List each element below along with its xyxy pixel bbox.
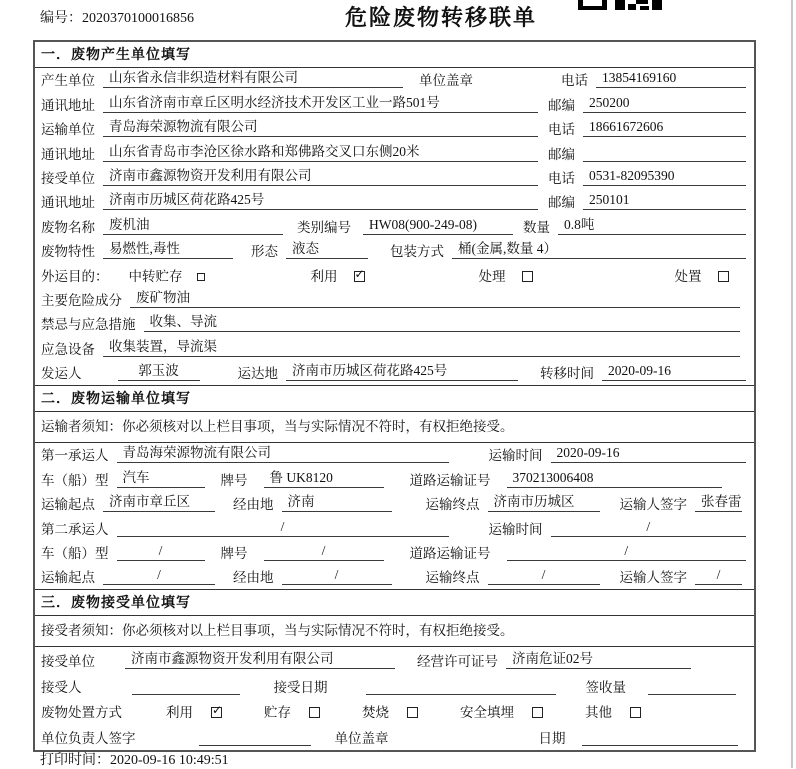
generator-unit-label: 产生单位 (41, 73, 95, 89)
serial-value: 2020370100016856 (82, 11, 194, 26)
form-row (35, 565, 754, 589)
road-permit-value: 370213006408 (507, 470, 723, 488)
second-via-value: / (282, 567, 392, 585)
generator-phone-value: 13854169160 (596, 70, 746, 88)
receiver-phone-value: 0531-82095390 (583, 168, 746, 186)
emergency-measures-label: 禁忌与应急措施 (41, 317, 136, 333)
transporter-notice: 运输者须知：你必须核对以上栏目事项，当与实际情况不符时，有权拒绝接受。 (35, 412, 754, 443)
purpose-dispose-label: 处置 (674, 268, 702, 284)
hazard-components-label: 主要危险成分 (41, 292, 122, 308)
form-row (35, 336, 754, 360)
vehicle-type-label: 车（船）型 (41, 472, 109, 488)
receive-date-label: 接受日期 (273, 679, 328, 695)
second-carrier-value: / (117, 519, 449, 537)
receiving-unit-label: 接受单位 (41, 170, 95, 186)
postcode-label: 邮编 (548, 146, 575, 162)
second-carrier-signature-value: / (695, 567, 742, 585)
license-number-value: 济南危证02号 (506, 651, 691, 669)
via-label: 经由地 (233, 570, 274, 586)
generator-address-value: 山东省济南市章丘区明水经济技术开发区工业一路501号 (103, 95, 538, 113)
form-row (35, 92, 754, 116)
received-quantity-value (648, 679, 736, 695)
quantity-value: 0.8吨 (558, 217, 746, 235)
carrier-signature-label: 运输人签字 (619, 497, 687, 513)
transfer-purpose-label: 外运目的： (41, 268, 109, 284)
transporter-postcode-value (583, 146, 746, 162)
section-title-generator: 一．废物产生单位填写 (35, 42, 754, 68)
waste-property-label: 废物特性 (41, 244, 95, 260)
emergency-equipment-label: 应急设备 (41, 341, 95, 357)
purpose-dispose-checkbox (718, 271, 729, 282)
purpose-transit-storage-label: 中转贮存 (128, 268, 183, 284)
packaging-label: 包装方式 (390, 244, 444, 260)
received-quantity-label: 签收量 (585, 679, 626, 695)
license-number-label: 经营许可证号 (417, 654, 498, 670)
first-transport-date-value: 2020-09-16 (551, 445, 747, 463)
destination-label: 运达地 (237, 366, 278, 382)
quantity-label: 数量 (523, 219, 550, 235)
transport-unit-label: 运输单位 (41, 122, 95, 138)
check-mark: ✓ (212, 703, 223, 718)
disposal-method-label: 废物处置方式 (41, 705, 122, 721)
responsible-signature-label: 单位负责人签字 (41, 730, 136, 746)
origin-value: 济南市章丘区 (103, 494, 215, 512)
mailing-address-label: 通讯地址 (41, 195, 95, 211)
receipt-date-value (582, 730, 739, 746)
transporter-phone-value: 18661672606 (583, 119, 746, 137)
form-row (35, 443, 754, 467)
origin-label: 运输起点 (41, 497, 95, 513)
mailing-address-label: 通讯地址 (41, 97, 95, 113)
print-time (40, 749, 229, 769)
form-row (35, 68, 754, 92)
vehicle-type-label: 车（船）型 (41, 546, 109, 562)
waste-name-value: 废机油 (103, 217, 283, 235)
disposal-landfill-checkbox (532, 707, 543, 718)
disposal-storage-checkbox (309, 707, 320, 718)
form-row (35, 312, 754, 336)
purpose-transit-storage-checkbox (197, 273, 205, 281)
receiver-notice: 接受者须知：你必须核对以上栏目事项，当与实际情况不符时，有权拒绝接受。 (35, 616, 754, 647)
road-permit-label: 道路运输证号 (409, 546, 491, 562)
generator-unit-value: 山东省永信非织造材料有限公司 (103, 70, 403, 88)
receiver-postcode-value: 250101 (583, 192, 746, 210)
mailing-address-label: 通讯地址 (41, 146, 95, 162)
form-row (35, 361, 754, 385)
receiver-address-value: 济南市历城区荷花路425号 (103, 192, 538, 210)
form-row (35, 516, 754, 540)
receive-date-value (366, 679, 556, 695)
disposal-storage-label: 贮存 (264, 705, 291, 721)
emergency-equipment-value: 收集装置，导流渠 (103, 339, 740, 357)
second-origin-value: / (103, 567, 215, 585)
receiver-person-value (132, 679, 240, 695)
form-row (35, 117, 754, 141)
transporter-address-value: 山东省青岛市李沧区徐水路和郑佛路交叉口东侧20米 (103, 144, 538, 162)
form-row (35, 141, 754, 165)
disposal-incinerate-checkbox (407, 707, 418, 718)
form-row (35, 214, 754, 238)
transport-date-label: 运输时间 (488, 521, 543, 537)
postcode-label: 邮编 (548, 195, 575, 211)
category-code-label: 类别编号 (297, 219, 351, 235)
transfer-date-label: 转移时间 (540, 366, 594, 382)
terminus-value: 济南市历城区 (488, 494, 600, 512)
purpose-treat-label: 处理 (478, 268, 506, 284)
date-label: 日期 (538, 730, 566, 746)
unit-seal-label: 单位盖章 (334, 730, 389, 746)
form-row (35, 190, 754, 214)
purpose-treat-checkbox (522, 271, 533, 282)
receiver-name-value: 济南市鑫源物资开发利用有限公司 (103, 168, 538, 186)
postcode-label: 邮编 (548, 97, 575, 113)
qr-code-fragment (578, 0, 662, 10)
carrier-signature-label: 运输人签字 (619, 570, 687, 586)
disposal-utilize-checkbox (211, 703, 223, 718)
packaging-value: 桶(金属,数量 4） (452, 241, 746, 259)
transfer-date-value: 2020-09-16 (602, 363, 746, 381)
purpose-utilize-label: 利用 (310, 268, 338, 284)
phone-label: 电话 (561, 73, 588, 89)
carrier-signature-value: 张春雷 (695, 494, 742, 512)
form-row (35, 541, 754, 565)
terminus-label: 运输终点 (425, 497, 480, 513)
via-value: 济南 (282, 494, 392, 512)
hazard-components-value: 废矿物油 (130, 290, 740, 308)
category-code-value: HW08(900-249-08) (363, 217, 513, 235)
form-row (35, 647, 754, 673)
consignor-value: 郭玉波 (118, 363, 200, 381)
second-carrier-label: 第二承运人 (41, 521, 109, 537)
section-title-receiver: 三．废物接受单位填写 (35, 589, 754, 616)
first-carrier-value: 青岛海荣源物流有限公司 (117, 445, 449, 463)
terminus-label: 运输终点 (425, 570, 480, 586)
check-mark: ✓ (354, 266, 365, 281)
purpose-utilize-checkbox (354, 266, 365, 282)
second-transport-date-value: / (551, 519, 747, 537)
form-row (35, 673, 754, 699)
serial-label: 编号： (40, 11, 82, 26)
emergency-measures-value: 收集、导流 (144, 314, 741, 332)
section-title-transporter: 二．废物运输单位填写 (35, 385, 754, 412)
form-row (35, 467, 754, 491)
destination-value: 济南市历城区荷花路425号 (286, 363, 518, 381)
plate-number-label: 牌号 (220, 546, 248, 562)
form-row (35, 699, 754, 725)
disposal-landfill-label: 安全填埋 (460, 705, 514, 721)
disposal-incinerate-label: 焚烧 (362, 705, 389, 721)
unit-seal-label: 单位盖章 (419, 73, 473, 89)
phone-label: 电话 (548, 122, 575, 138)
form-row (35, 288, 754, 312)
print-time-value: 2020-09-16 10:49:51 (110, 753, 229, 768)
receiving-unit-label: 接受单位 (41, 654, 95, 670)
form-state-value: 液态 (286, 241, 368, 259)
responsible-signature-value (199, 730, 311, 746)
disposal-other-checkbox (630, 707, 641, 718)
receiving-unit-value: 济南市鑫源物资开发利用有限公司 (125, 651, 395, 669)
page-edge-line (791, 0, 793, 768)
plate-number-value: 鲁 UK8120 (264, 470, 384, 488)
transporter-name-value: 青岛海荣源物流有限公司 (103, 119, 538, 137)
waste-name-label: 废物名称 (41, 219, 95, 235)
plate-number-label: 牌号 (220, 472, 248, 488)
page-title: 危险废物转移联单 (344, 5, 537, 30)
form-state-label: 形态 (251, 244, 278, 260)
second-plate-number-value: / (264, 543, 384, 561)
transport-date-label: 运输时间 (488, 448, 543, 464)
consignor-label: 发运人 (41, 366, 82, 382)
form-table (33, 40, 756, 752)
second-vehicle-type-value: / (117, 543, 205, 561)
print-time-label: 打印时间： (40, 753, 110, 768)
form-row (35, 239, 754, 263)
origin-label: 运输起点 (41, 570, 95, 586)
second-road-permit-value: / (507, 543, 747, 561)
form-row (35, 263, 754, 287)
phone-label: 电话 (548, 170, 575, 186)
form-row (35, 166, 754, 190)
form-row (35, 724, 754, 750)
disposal-utilize-label: 利用 (166, 705, 193, 721)
second-terminus-value: / (488, 567, 600, 585)
road-permit-label: 道路运输证号 (409, 472, 491, 488)
waste-property-value: 易燃性,毒性 (103, 241, 233, 259)
form-row (35, 492, 754, 516)
first-carrier-label: 第一承运人 (41, 448, 109, 464)
via-label: 经由地 (233, 497, 274, 513)
disposal-other-label: 其他 (585, 705, 612, 721)
generator-postcode-value: 250200 (583, 95, 746, 113)
vehicle-type-value: 汽车 (117, 470, 205, 488)
receiver-person-label: 接受人 (41, 679, 82, 695)
